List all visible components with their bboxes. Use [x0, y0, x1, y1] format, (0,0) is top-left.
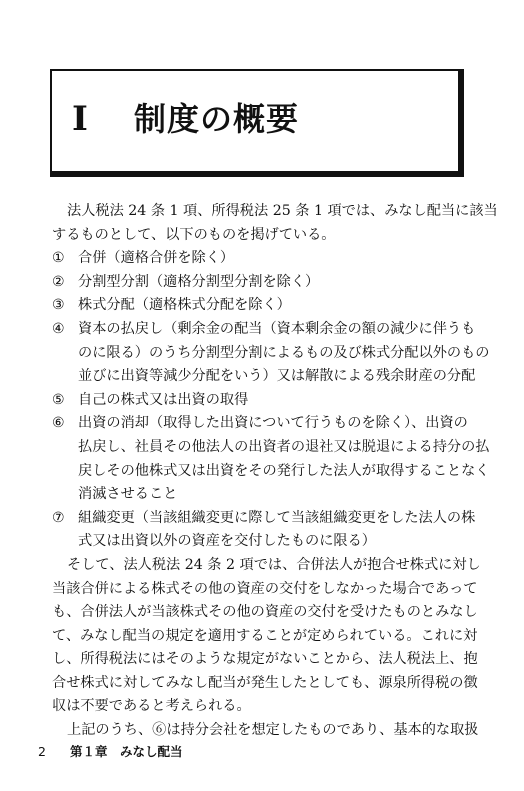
paragraph-line: も、合併法人が当該株式その他の資産の交付を受けたものとみなし	[52, 604, 478, 621]
item-text: 合併（適格合併を除く）	[78, 250, 235, 267]
item-text: 組織変更（当該組織変更に際して当該組織変更をした法人の株	[78, 509, 476, 526]
title-frame-shadow-bottom	[50, 173, 464, 177]
intro-line: 法人税法 24 条 1 項、所得税法 25 条 1 項では、みなし配当に該当	[67, 203, 498, 219]
item-text-continued: 払戻し、社員その他法人の出資者の退社又は脱退による持分の払	[78, 438, 490, 455]
list-item	[52, 318, 476, 342]
list-item	[52, 507, 476, 531]
item-text: 出資の消却（取得した出資について行うものを除く）、出資の	[78, 415, 468, 432]
paragraph-line: 合せ株式に対してみなし配当が発生したとしても、源泉所得税の徴	[52, 674, 478, 691]
section-number: I	[72, 99, 88, 139]
item-text-continued: 並びに出資等減少分配をいう）又は解散による残余財産の分配	[78, 368, 476, 385]
list-item	[52, 389, 472, 413]
item-number: ②	[52, 273, 65, 290]
paragraph-line: し、所得税法にはそのような規定がないことから、法人税法上、抱	[52, 651, 478, 668]
item-text-continued: のに限る）のうち分割型分割によるもの及び株式分配以外のもの	[78, 344, 490, 361]
item-number: ⑦	[52, 509, 65, 526]
list-item	[52, 412, 472, 436]
list-item	[52, 247, 472, 271]
paragraph-line: そして、法人税法 24 条 2 項では、合併法人が抱合せ株式に対し	[67, 556, 481, 573]
section-title: 制度の概要	[134, 100, 300, 138]
body-text	[52, 200, 498, 743]
page-footer	[38, 743, 183, 761]
paragraph-line: て、みなし配当の規定を適用することが定められている。これに対	[52, 627, 478, 644]
item-text-continued: 戻しその他株式又は出資をその発行した法人が取得することなく	[78, 462, 490, 479]
item-text: 株式分配（適格株式分配を除く）	[78, 297, 291, 314]
item-text-continued: 消滅させること	[78, 486, 178, 503]
paragraph-line: 収は不要であると考えられる。	[52, 698, 251, 715]
item-text: 分割型分割（適格分割型分割を除く）	[78, 273, 320, 290]
paragraph-line: 当該合併による株式その他の資産の交付をしなかった場合であって	[52, 580, 478, 597]
chapter-label: 第１章 みなし配当	[69, 744, 183, 759]
list-item	[52, 294, 472, 318]
paragraph-line: 上記のうち、⑥は持分会社を想定したものであり、基本的な取扱	[67, 722, 479, 739]
item-text: 資本の払戻し（剰余金の配当（資本剰余金の額の減少に伴うも	[78, 320, 476, 337]
item-number: ⑥	[52, 415, 65, 432]
item-number: ⑤	[52, 391, 65, 408]
intro-line: するものとして、以下のものを掲げている。	[52, 226, 336, 243]
item-text-continued: 式又は出資以外の資産を交付したものに限る）	[78, 533, 376, 550]
item-text: 自己の株式又は出資の取得	[78, 391, 249, 408]
page-number: 2	[38, 744, 46, 759]
item-number: ④	[52, 320, 65, 337]
list-item	[52, 271, 472, 295]
title-frame-shadow	[460, 69, 464, 177]
item-number: ①	[52, 250, 65, 267]
item-number: ③	[52, 297, 65, 314]
